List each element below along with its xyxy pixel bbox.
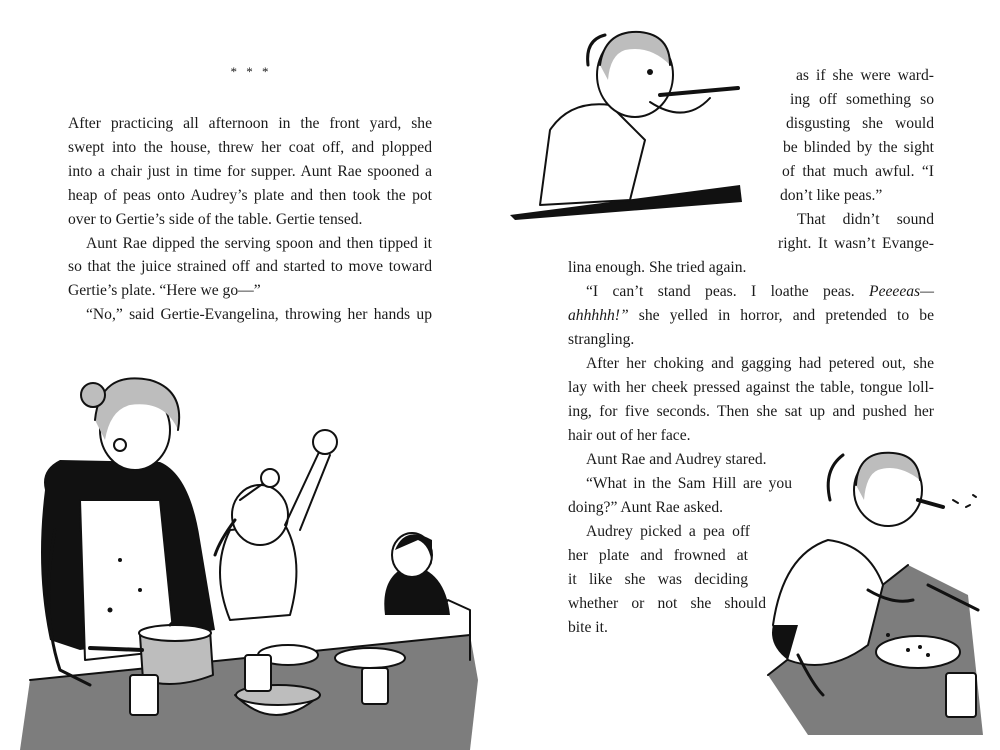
text-line: Gertie’s plate. “Here we go—” [68,282,261,300]
text-line [568,304,934,328]
text-emphasis: Peeeeas— [869,283,934,300]
text-span: “I can’t stand peas. I loathe peas. [586,283,870,300]
section-break: * * * [230,64,272,79]
text-line: over to Gertie’s side of the table. Gertie tensed. [68,210,363,228]
text-line: it like she was deciding [568,571,748,588]
text-line: so that the juice strained off and started to move toward [68,258,432,276]
text-line: whether or not she should [568,595,766,612]
text-line: hair out of her face. [568,427,691,444]
text-line: ing off something so [790,91,934,108]
text-line: That didn’t sound [797,211,934,228]
text-line: “No,” said Gertie-Evangelina, throwing her hands up [86,306,432,324]
text-line: bite it. [568,619,608,636]
text-line: doing?” Aunt Rae asked. [568,499,724,516]
text-emphasis: ahhhhh!” [568,307,629,324]
text-line: After practicing all afternoon in the front yard, she [68,115,432,132]
text-line: lay with her cheek pressed against the table, tongue loll- [568,379,934,396]
text-line: don’t like peas.” [780,187,883,204]
gertie-covering-mouth-illustration [510,10,750,220]
left-body-text [68,112,432,327]
text-line: “What in the Sam Hill are you [586,475,792,492]
text-line: her plate and frowned at [568,547,748,564]
text-line: heap of peas onto Audrey’s plate and then took the pot [68,186,432,204]
text-span: she yelled in horror, and pretended to be [628,307,934,324]
text-line: swept into the house, threw her coat off, and plopped [68,138,432,156]
text-line: Aunt Rae dipped the serving spoon and then tipped it [86,234,432,252]
dinner-table-scene-illustration [0,350,500,750]
text-line: Audrey picked a pea off [586,523,750,540]
text-line: ing, for five seconds. Then she sat up and pushed her [568,403,934,420]
text-line: of that much awful. “I [782,163,934,180]
right-page [500,0,1000,750]
text-line [586,280,934,304]
text-line: lina enough. She tried again. [568,259,747,276]
text-line: be blinded by the sight [783,139,934,156]
text-line: strangling. [568,331,635,348]
text-line: Aunt Rae and Audrey stared. [586,451,767,468]
text-line: as if she were ward- [796,67,934,84]
text-line: After her choking and gagging had petered out, she [586,355,934,372]
text-line: disgusting she would [786,115,934,132]
text-line: right. It wasn’t Evange- [778,235,934,252]
gertie-gagging-illustration [768,445,998,735]
text-line: into a chair just in time for supper. Aunt Rae spooned a [68,162,432,180]
